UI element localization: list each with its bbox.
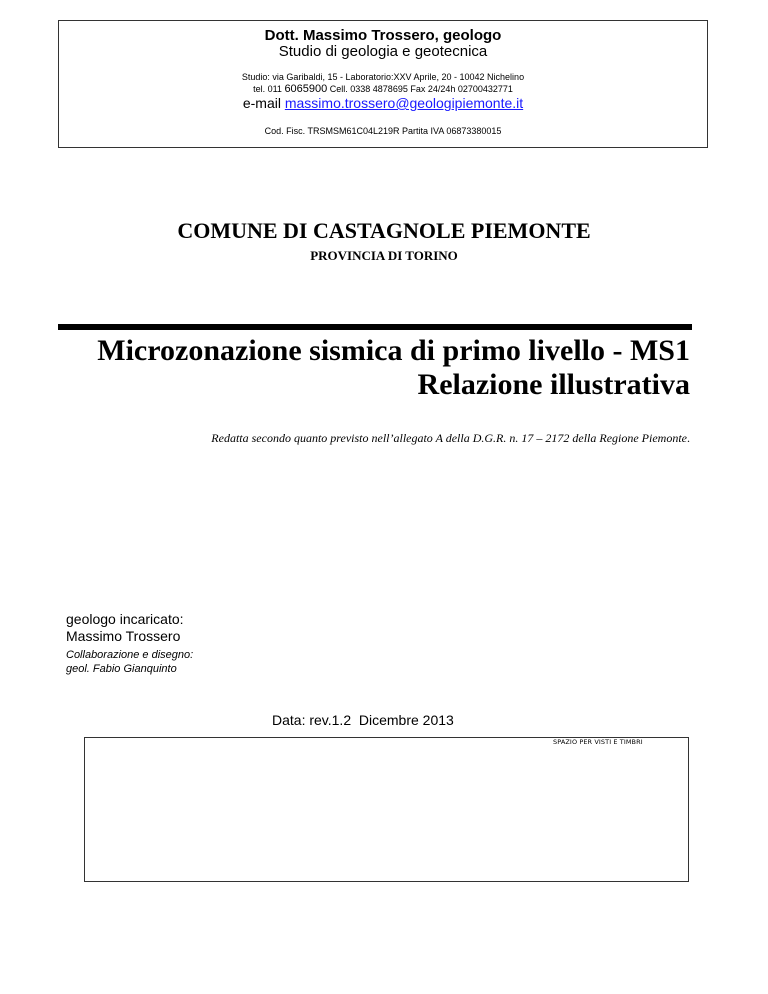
letterhead-box: [58, 20, 708, 148]
studio-name: Studio di geologia e geotecnica: [278, 43, 488, 60]
provincia-heading: PROVINCIA DI TORINO: [310, 248, 458, 263]
stamp-area: [84, 737, 689, 882]
author-name: Dott. Massimo Trossero, geologo: [264, 27, 502, 44]
document-title: Microzonazione sismica di primo livello - MS1: [97, 334, 690, 367]
regulation-text: Redatta secondo quanto previsto nell’allegato A della D.G.R. n. 17 – 2172 della Regione Piemonte: [211, 431, 687, 445]
contact-phones: [59, 83, 707, 95]
email-link[interactable]: massimo.trossero@geologipiemonte.it: [284, 95, 524, 111]
contact-email: [59, 95, 707, 111]
collaborator-name: geol. Fabio Gianquinto: [66, 663, 177, 675]
revision-date: Data: rev.1.2 Dicembre 2013: [272, 712, 454, 728]
studio-address: Studio: via Garibaldi, 15 - Laboratorio:XXV Aprile, 20 - 10042 Nichelino: [241, 72, 525, 82]
email-label: e-mail: [242, 95, 285, 111]
tel-number: 6065900: [284, 83, 328, 95]
regulation-note: [211, 431, 690, 446]
title-rule: [58, 324, 692, 330]
comune-heading: COMUNE DI CASTAGNOLE PIEMONTE: [177, 218, 591, 243]
stamp-area-label: SPAZIO PER VISTI E TIMBRI: [553, 738, 643, 746]
tel-rest: Cell. 0338 4878695 Fax 24/24h 02700432771: [327, 84, 513, 94]
regulation-period: .: [687, 431, 690, 445]
collaboration-label: Collaborazione e disegno:: [66, 649, 194, 661]
geologist-label: geologo incaricato:: [66, 611, 184, 627]
geologist-name: Massimo Trossero: [66, 628, 181, 644]
document-subtitle-title: Relazione illustrativa: [417, 368, 690, 401]
fiscal-info: Cod. Fisc. TRSMSM61C04L219R Partita IVA 06873380015: [264, 126, 502, 136]
tel-prefix: tel. 011: [253, 84, 285, 94]
